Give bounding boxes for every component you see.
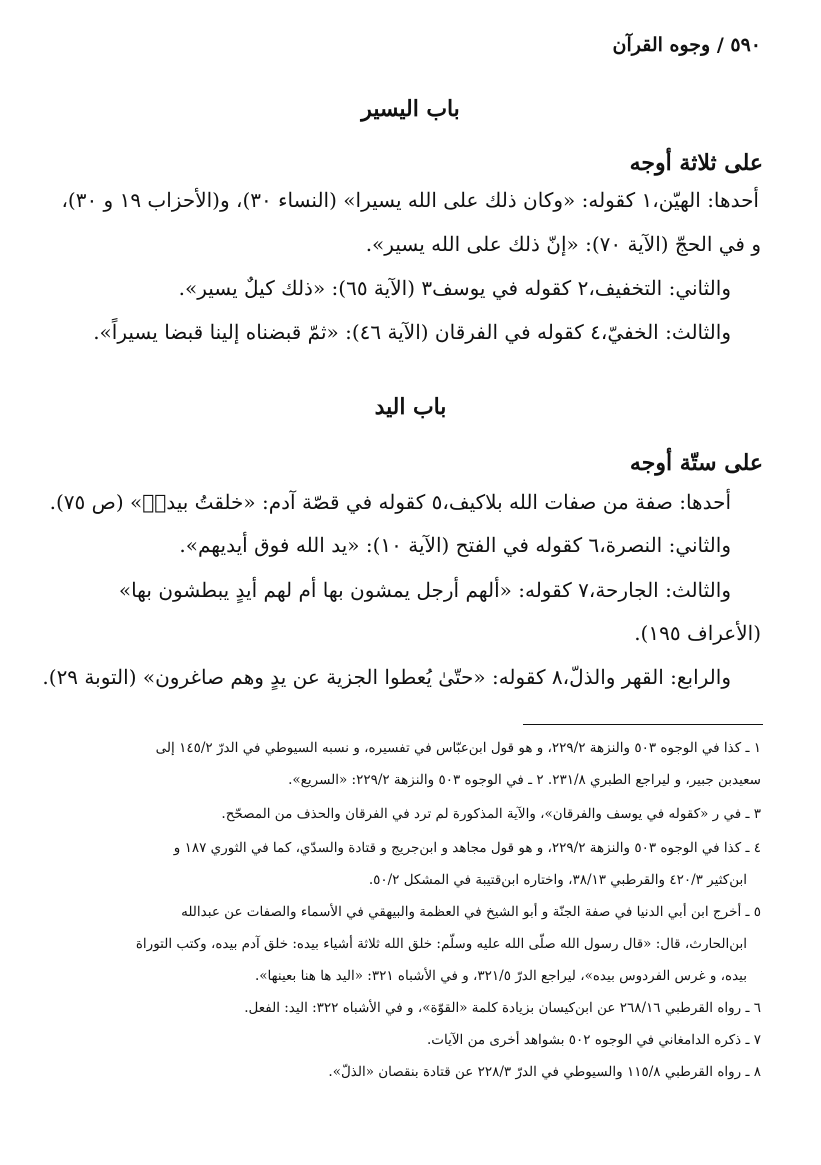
page-header: ٥٩٠ / وجوه القرآن xyxy=(612,34,761,56)
footnote-line: ٧ ـ ذكره الدامغاني في الوجوه ٥٠٢ بشواهد أخرى من الآيات. xyxy=(426,1032,761,1048)
paragraph-line: أحدها: صفة من صفات الله بلاكيف،٥ كقوله في قصّة آدم: «خلقتُ بيديٖ» (ص ٧٥). xyxy=(49,490,731,514)
footnote-line: ابن‌الحارث، قال: «قال رسول الله صلّى الله عليه وسلّم: خلق الله ثلاثة أشياء بيده: خلق آدم بيده، وكتب التوراة xyxy=(135,936,747,952)
section-title: باب اليسير xyxy=(361,96,460,122)
paragraph-line: أحدها: الهيّن،١ كقوله: «وكان ذلك على الله يسيرا» (النساء ٣٠)، و(الأحزاب ١٩ و ٣٠)، xyxy=(61,188,759,212)
footnote-line: ٤ ـ كذا في الوجوه ٥٠٣ والنزهة ٢٢٩/٢، و هو قول مجاهد و ابن‌جريج و قتادة والسدّي، كما في الثوري ١٨٧ و xyxy=(173,840,761,856)
footnote-line: ١ ـ كذا في الوجوه ٥٠٣ والنزهة ٢٢٩/٢، و هو قول ابن‌عبّاس في تفسيره، و نسبه السيوطي في الدرّ ١٤٥/٢ إلى xyxy=(155,740,761,756)
footnote-separator xyxy=(523,724,763,725)
paragraph-line: والثالث: الخفيّ،٤ كقوله في الفرقان (الآية ٤٦): «ثمّ قبضناه إلينا قبضا يسيراً». xyxy=(93,320,731,344)
section-intro: على ثلاثة أوجه xyxy=(629,150,763,176)
paragraph-line: والرابع: القهر والذلّ،٨ كقوله: «حتّىٰ يُعطوا الجزية عن يدٍ وهم صاغرون» (التوبة ٢٩). xyxy=(42,665,731,689)
footnote-line: ٨ ـ رواه القرطبي ١١٥/٨ والسيوطي في الدرّ ٢٢٨/٣ عن قتادة بنقصان «الذلّ». xyxy=(328,1064,761,1080)
section-intro: على ستّة أوجه xyxy=(629,450,763,476)
footnote-line: ٦ ـ رواه القرطبي ٢٦٨/١٦ عن ابن‌كيسان بزيادة كلمة «القوّة»، و في الأشباه ٣٢٢: اليد: الفعل. xyxy=(244,1000,761,1016)
footnote-line: ٣ ـ في ر «كقوله في يوسف والفرقان»، والآية المذكورة لم ترد في الفرقان والحذف من المصحّح. xyxy=(221,806,761,822)
paragraph-line: (الأعراف ١٩٥). xyxy=(634,621,761,645)
section-title: باب اليد xyxy=(374,394,447,420)
footnote-line: سعيدبن جبير، و ليراجع الطبري ٢٣١/٨. ٢ ـ في الوجوه ٥٠٣ والنزهة ٢٢٩/٢: «السريع». xyxy=(288,772,761,788)
footnote-line: ٥ ـ أخرج ابن أبي الدنيا في صفة الجنّة و أبو الشيخ في العظمة والبيهقي في الأسماء والصفات عن عبدالله xyxy=(181,904,761,920)
paragraph-line: والثاني: النصرة،٦ كقوله في الفتح (الآية ١٠): «يد الله فوق أيديهم». xyxy=(179,533,731,557)
paragraph-line: والثالث: الجارحة،٧ كقوله: «ألهم أرجل يمشون بها أم لهم أيدٍ يبطشون بها» xyxy=(118,578,731,602)
footnote-line: بيده، و غرس الفردوس بيده»، ليراجع الدرّ ٣٢١/٥، و في الأشباه ٣٢١: «اليد ها هنا بعينها». xyxy=(255,968,747,984)
paragraph-line: و في الحجّ (الآية ٧٠): «إنّ ذلك على الله يسير». xyxy=(365,232,761,256)
paragraph-line: والثاني: التخفيف،٢ كقوله في يوسف٣ (الآية ٦٥): «ذلك كيلٌ يسير». xyxy=(178,276,731,300)
footnote-line: ابن‌كثير ٤٢٠/٣ والقرطبي ٣٨/١٣، واختاره ابن‌قتيبة في المشكل ٥٠/٢. xyxy=(368,872,747,888)
